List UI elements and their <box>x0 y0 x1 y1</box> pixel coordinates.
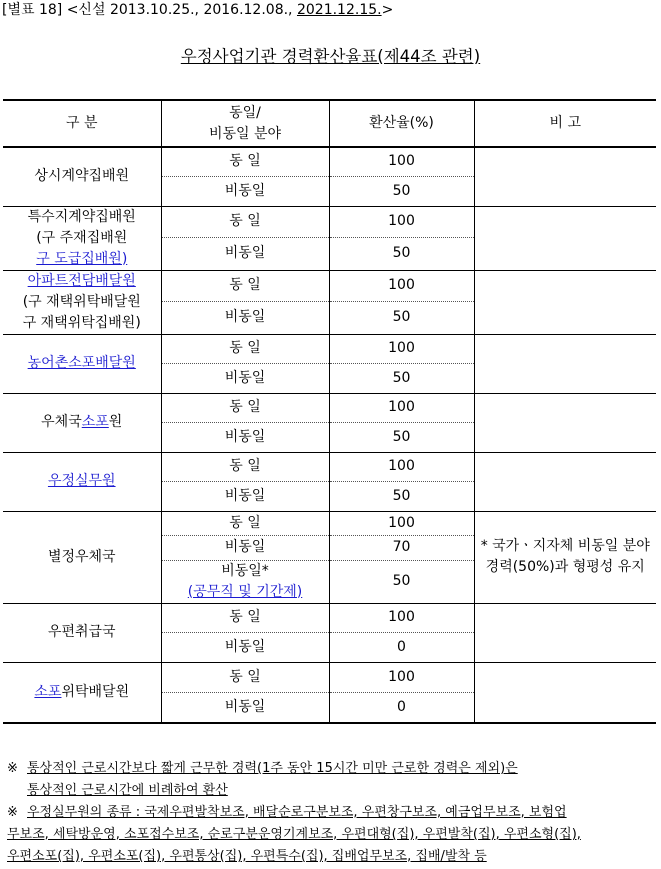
category-cell <box>3 662 161 723</box>
field-cell: 동 일 <box>161 270 329 301</box>
footnote-text: 통상적인 근로시간보다 짧게 근무한 경력(1주 동안 15시간 미만 근로한 경력은 제외)은 <box>27 761 518 776</box>
field-cell: 비동일 <box>161 176 329 206</box>
footnote-text: 통상적인 근로시간에 비례하여 환산 <box>27 783 228 798</box>
footnote-text: 우정실무원의 종류 : 국제우편발착보조, 배달순로구분보조, 우편창구보조, 예금업무보조, 보험업 <box>27 805 567 820</box>
field-cell: 동 일 <box>161 334 329 363</box>
remark-cell <box>474 452 656 511</box>
field-cell: 비동일 <box>161 535 329 560</box>
field-cell: 동 일 <box>161 393 329 422</box>
rate-cell: 100 <box>329 206 474 237</box>
remark-cell <box>474 206 656 270</box>
revision-prefix: <신설 <box>62 2 110 18</box>
category-link[interactable]: 농어촌소포배달원 <box>27 355 136 371</box>
rate-cell: 100 <box>329 334 474 363</box>
field-cell: 동 일 <box>161 147 329 176</box>
category-text: 특수지계약집배원 <box>27 208 136 225</box>
field-cell: 비동일 <box>161 237 329 270</box>
table-row <box>3 206 656 237</box>
appendix-label: [별표 18] <box>2 2 63 18</box>
reference-mark: ※ <box>7 761 18 776</box>
field-cell: 동 일 <box>161 603 329 632</box>
remark-cell <box>474 270 656 334</box>
footnote-2 <box>7 802 659 824</box>
table-row <box>3 393 656 422</box>
category-text: (구 주재집배원 <box>36 229 128 246</box>
remark-cell <box>474 334 656 393</box>
category-cell <box>3 270 161 334</box>
rate-cell: 50 <box>329 422 474 452</box>
table-row <box>3 452 656 481</box>
category-cell <box>3 147 161 206</box>
rate-cell: 100 <box>329 662 474 692</box>
field-cell: 비동일 <box>161 363 329 393</box>
category-text: 별정우체국 <box>47 548 116 565</box>
remark-text: * 국가ㆍ지자체 비동일 분야 <box>480 538 650 554</box>
table-row <box>3 334 656 363</box>
category-cell <box>3 393 161 452</box>
document-header <box>2 0 393 20</box>
table-row <box>3 662 656 692</box>
field-cell: 동 일 <box>161 206 329 237</box>
category-text: 원 <box>108 414 123 430</box>
field-cell <box>161 560 329 603</box>
category-text: 상시계약집배원 <box>34 168 130 185</box>
field-cell: 동 일 <box>161 662 329 692</box>
rate-cell: 100 <box>329 270 474 301</box>
rate-cell: 70 <box>329 535 474 560</box>
field-cell: 비동일 <box>161 422 329 452</box>
remark-cell <box>474 603 656 662</box>
rate-cell: 50 <box>329 176 474 206</box>
footnotes <box>7 758 659 868</box>
field-cell: 동 일 <box>161 452 329 481</box>
field-cell: 동 일 <box>161 511 329 535</box>
category-link[interactable]: 소포 <box>34 683 62 700</box>
revision-dates: 2013.10.25., 2016.12.08., <box>109 2 297 18</box>
footnote-2-cont <box>7 824 659 846</box>
field-cell: 비동일 <box>161 301 329 334</box>
rate-cell: 50 <box>329 560 474 603</box>
category-link[interactable]: 구 도급집배원) <box>36 250 128 267</box>
category-link[interactable]: 소포 <box>81 414 109 430</box>
footnote-text: 무보조, 세탁방운영, 소포접수보조, 순로구분운영기계보조, 우편대형(집), 우편발착(집), 우편소형(집), <box>7 827 581 842</box>
table-row <box>3 603 656 632</box>
page-title <box>0 46 661 68</box>
field-cell: 비동일 <box>161 692 329 723</box>
category-text: 구 재택위탁집배원) <box>22 314 141 331</box>
reference-mark: ※ <box>7 805 18 820</box>
category-text: 우편취급국 <box>47 624 116 640</box>
header-field <box>161 100 329 147</box>
rate-cell: 100 <box>329 452 474 481</box>
remark-cell <box>474 662 656 723</box>
category-text: 위탁배달원 <box>61 683 130 700</box>
footnote-1 <box>7 758 659 780</box>
remark-cell <box>474 511 656 603</box>
category-cell <box>3 452 161 511</box>
category-cell <box>3 334 161 393</box>
rate-cell: 100 <box>329 511 474 535</box>
rate-cell: 50 <box>329 237 474 270</box>
footnote-2-cont <box>7 846 659 868</box>
table-header-row <box>3 100 656 147</box>
header-remark: 비 고 <box>474 100 656 147</box>
footnote-text: 우편소포(집), 우편소포(집), 우편통상(집), 우편특수(집), 집배업무보조, 집배/발착 등 <box>7 849 487 864</box>
field-cell: 비동일 <box>161 632 329 662</box>
table-row <box>3 511 656 535</box>
conversion-rate-table <box>3 99 656 724</box>
category-cell <box>3 603 161 662</box>
category-link[interactable]: 우정실무원 <box>47 473 116 489</box>
revision-last-date: 2021.12.15. <box>296 2 382 18</box>
field-text: 비동일* <box>221 562 269 579</box>
footnote-1-cont <box>7 780 659 802</box>
rate-cell: 0 <box>329 632 474 662</box>
header-category: 구 분 <box>3 100 161 147</box>
header-field-line2: 비동일 분야 <box>208 125 282 142</box>
rate-cell: 0 <box>329 692 474 723</box>
category-text: (구 재택위탁배달원 <box>22 293 141 310</box>
rate-cell: 100 <box>329 603 474 632</box>
table-row <box>3 147 656 176</box>
rate-cell: 100 <box>329 393 474 422</box>
rate-cell: 50 <box>329 481 474 511</box>
remark-cell <box>474 147 656 206</box>
remark-text: 경력(50%)과 형평성 유지 <box>485 559 645 575</box>
rate-cell: 50 <box>329 301 474 334</box>
header-rate: 환산율(%) <box>329 100 474 147</box>
field-cell: 비동일 <box>161 481 329 511</box>
category-text: 우체국 <box>41 414 82 430</box>
page-title-text: 우정사업기관 경력환산율표(제44조 관련) <box>180 47 481 66</box>
category-cell <box>3 511 161 603</box>
revision-suffix: > <box>381 2 394 18</box>
header-field-line1: 동일/ <box>229 104 261 121</box>
category-link[interactable]: 아파트전담배달원 <box>27 272 136 289</box>
rate-cell: 50 <box>329 363 474 393</box>
category-cell <box>3 206 161 270</box>
rate-cell: 100 <box>329 147 474 176</box>
field-link[interactable]: (공무직 및 기간제) <box>187 583 303 600</box>
remark-cell <box>474 393 656 452</box>
table-row <box>3 270 656 301</box>
